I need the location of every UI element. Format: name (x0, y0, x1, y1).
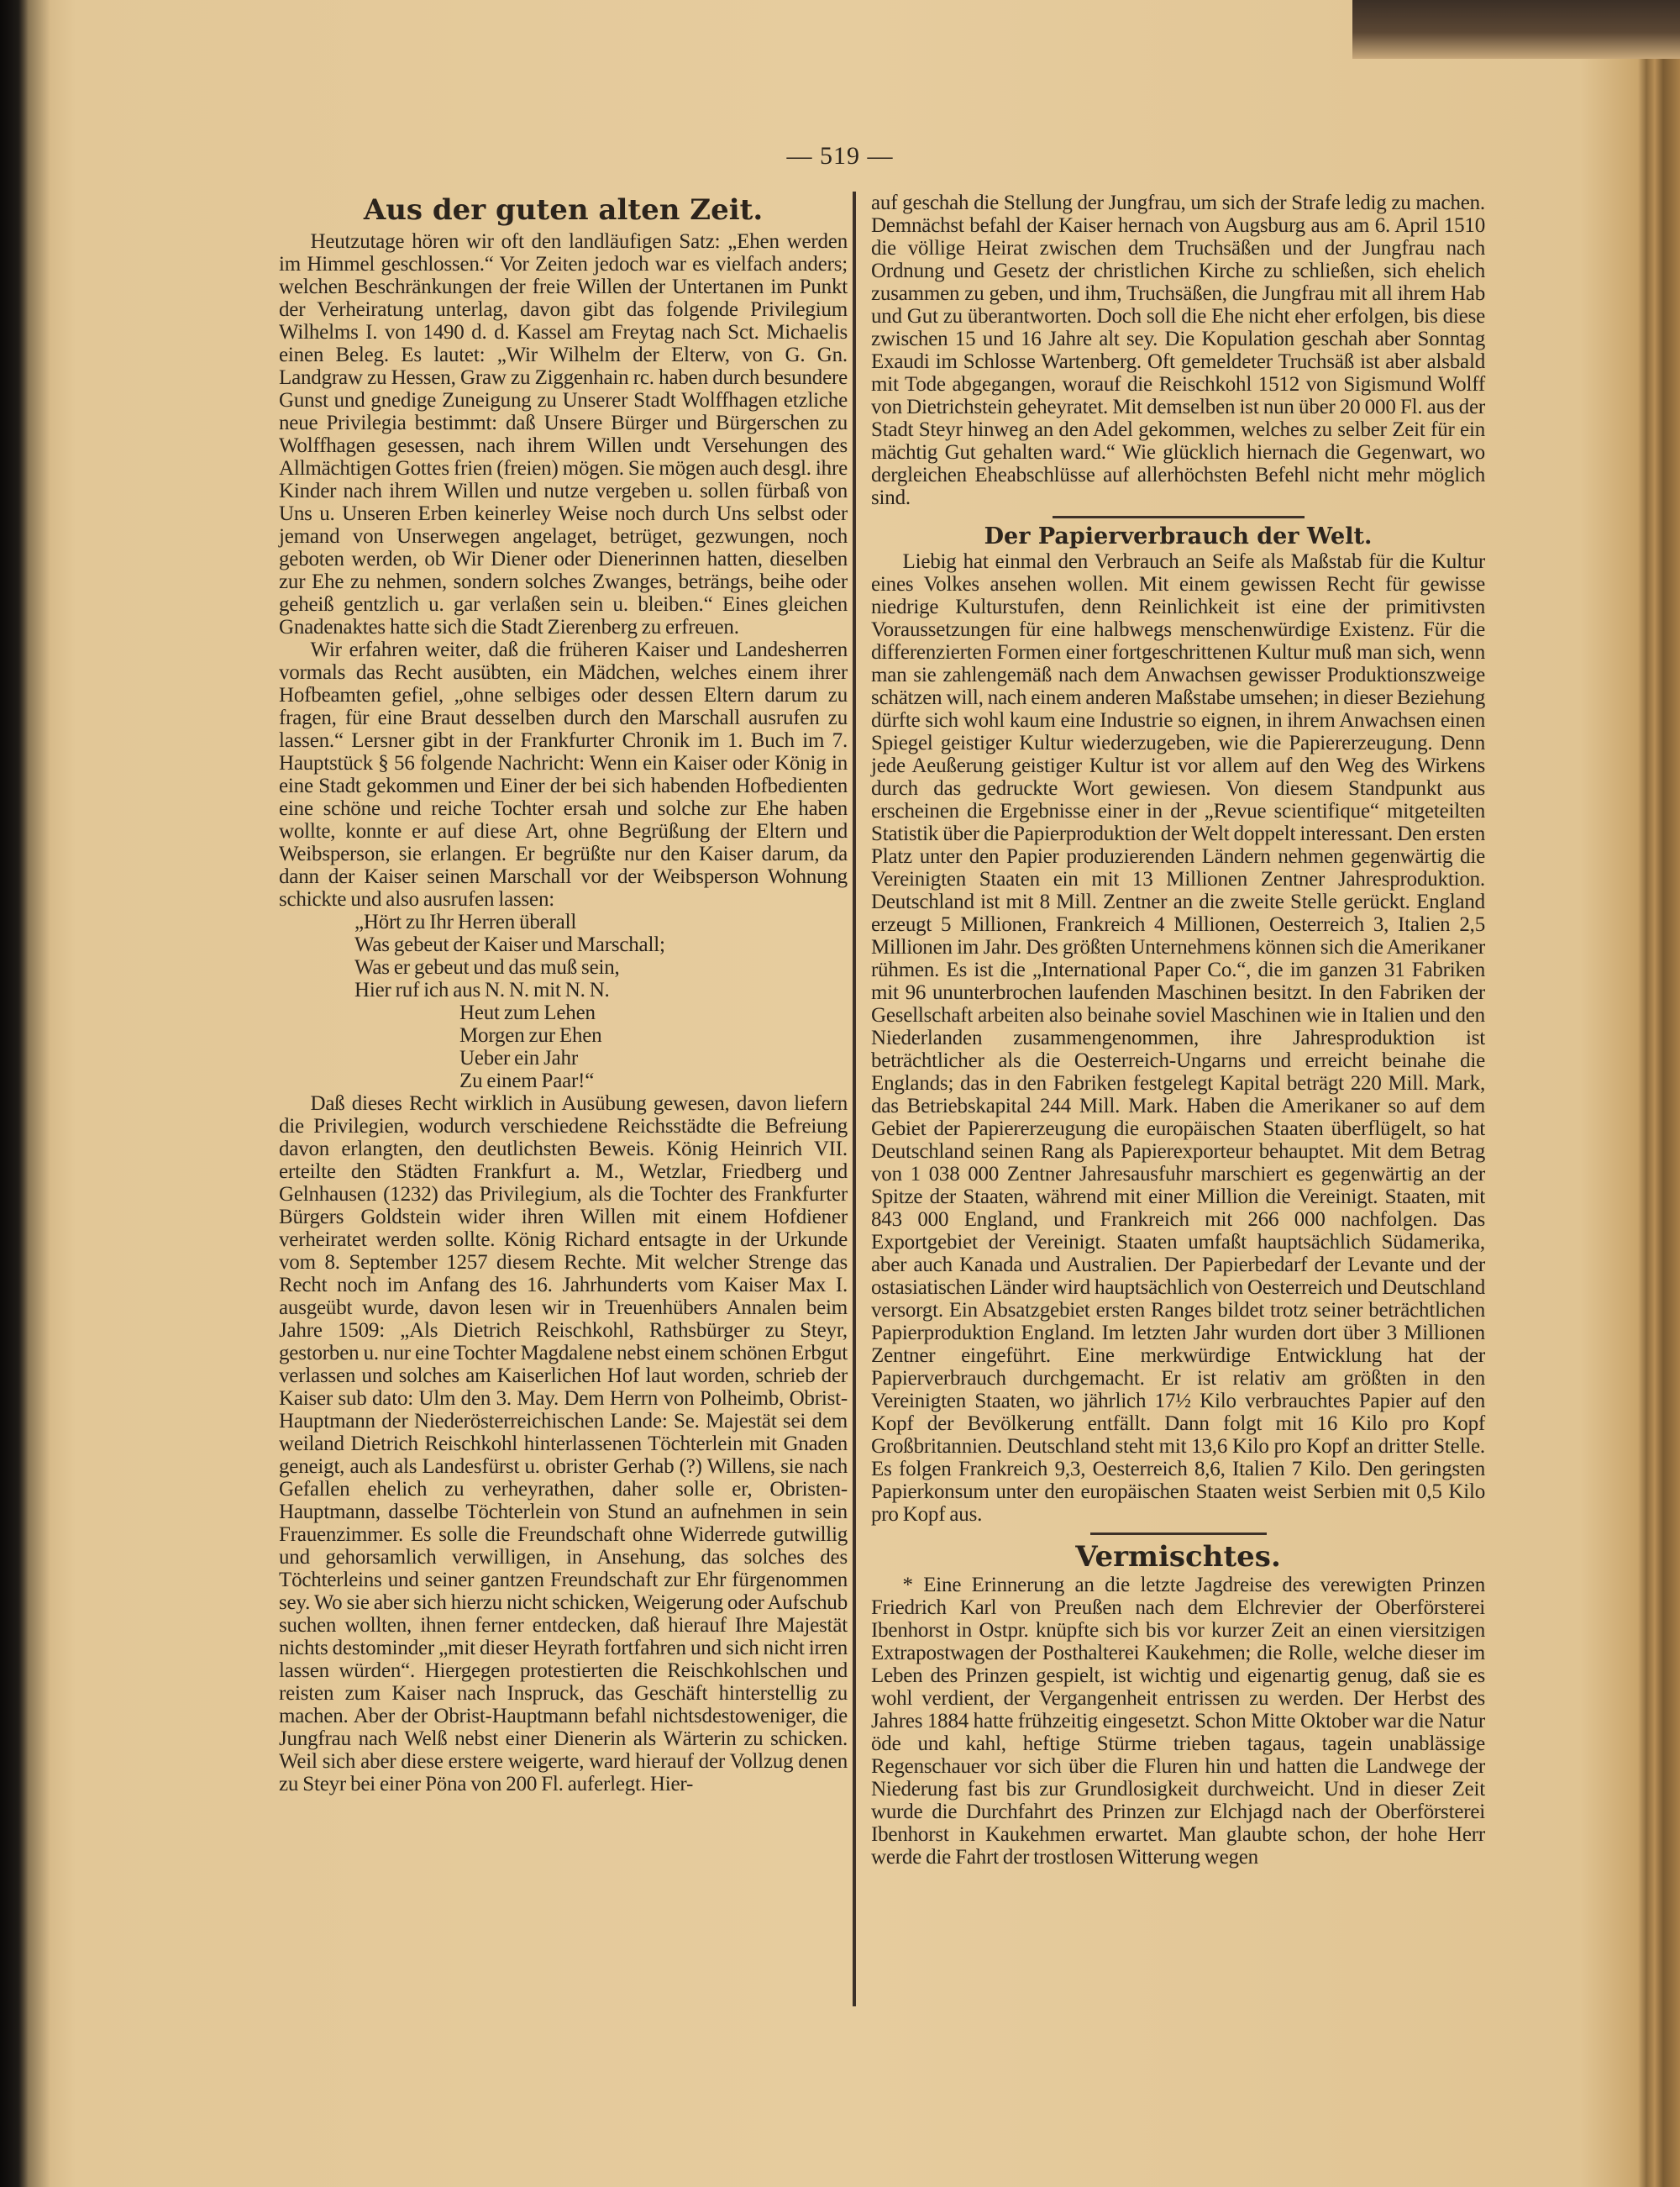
poem-line: Zu einem Paar!“ (459, 1070, 595, 1092)
poem-line: Was gebeut der Kaiser und Marschall; (354, 933, 665, 956)
poem-line: Hier ruf ich aus N. N. mit N. N. (354, 979, 610, 1001)
article-title-aus-der-guten-alten-zeit: Aus der guten alten Zeit. (363, 193, 764, 227)
page-top-edge (1352, 0, 1680, 59)
paragraph: Daß dieses Recht wirklich in Ausübung gewesen, davon liefern die Privilegien, wodurch verschiedene Reichsstädte die Befreiung davon erlangten, den deutlichsten Beweis. König Heinrich VII. erteilte den Städten Frankfurt a. M., Wetzlar, Friedberg und Gelnhausen (1232) das Privilegium, als die Tochter des Frankfurter Bürgers Goldstein wider ihren Willen mit einem Hofdiener verheiratet werden sollte. König Richard entsagte in der Urkunde vom 8. September 1257 diesem Rechte. Mit welcher Strenge das Recht noch im Anfang des 16. Jahrhunderts vom Kaiser Max I. ausgeübt wurde, davon lesen wir in Treuenhübers Annalen beim Jahre 1509: „Als Dietrich Reischkohl, Rathsbürger zu Steyr, gestorben u. nur eine Tochter Magdalene nebst einem schönen Erbgut verlassen und solches am Kaiserlichen Hof laut worden, schrieb der Kaiser sub dato: Ulm den 3. May. Dem Herrn von Polheimb, Obrist-Hauptmann der Niederösterreichischen Lande: Se. Majestät sei dem weiland Dietrich Reischkohl hinterlassenen Töchterlein mit Gnaden geneigt, auch als Landesfürst u. obrister Gerhab (?) Willens, sie nach Gefallen ehelich zu verheyrathen, daher solle er, Obristen-Hauptmann, dasselbe Töchterlein von Stund an aufnehmen in sein Frauenzimmer. Es solle die Freundschaft ohne Widerrede gutwillig und gehorsamlich verwilligen, in Ansehung, das solches des Töchterleins und seiner gantzen Freundschaft zur Ehr fürgenommen sey. Wo sie aber sich hierzu nicht schicken, Weigerung oder Aufschub suchen wollten, ihnen ferner entdecken, daß hierauf Ihre Majestät nichts destominder „mit dieser Heyrath fortfahren und sich nicht irren lassen würden“. Hiergegen protestierten die Reischkohlschen und reisten zum Kaiser nach Inspruck, das Geschäft hinterstellig zu machen. Aber der Obrist-Hauptmann befahl nichtsdestoweniger, die Jungfrau nach Welß nebst einer Dienerin als Wärterin zu schicken. Weil sich aber diese erstere weigerte, ward hierauf der Vollzug denen zu Steyr bei einer Pöna von 200 Fl. auferlegt. Hier- (279, 1092, 848, 1795)
poem-line: Was er gebeut und das muß sein, (354, 956, 620, 979)
right-column (871, 192, 1485, 1869)
article-title-vermischtes: Vermischtes. (1075, 1540, 1281, 1574)
article-papierverbrauch (871, 523, 1485, 1526)
poem-line: Ueber ein Jahr (459, 1047, 578, 1070)
section-rule (1053, 516, 1305, 518)
section-rule (1090, 1532, 1267, 1535)
paragraph: Heutzutage hören wir oft den landläufigen Satz: „Ehen werden im Himmel geschlossen.“ Vor Zeiten jedoch war es vielfach anders; welchen Beschränkungen der freie Willen der Untertanen im Punkt der Verheiratung unterlag, davon gibt das folgende Privilegium Wilhelms I. von 1490 d. d. Kassel am Freytag nach Sct. Michaelis einen Beleg. Es lautet: „Wir Wilhelm der Elterw, von G. Gn. Landgraw zu Hessen, Graw zu Ziggenhain rc. haben durch besundere Gunst und gnedige Zuneigung zu Unserer Stadt Wolffhagen etzliche neue Privilegia bestimmt: daß Unsere Bürger und Bürgerschen zu Wolffhagen gesessen, nach ihrem Willen undt Versehungen des Allmächtigen Gottes frien (freien) mögen. Sie mögen auch desgl. ihre Kinder nach ihrem Willen und nutze vergeben u. sollen fürbaß von Uns u. Unseren Erben keinerley Weise noch durch Uns selbst oder jemand von Unserwegen angelaget, betrüget, gezwungen, noch geboten werden, ob Wir Diener oder Dienerinnen hatten, dieselben zur Ehe zu nehmen, sondern solches Zwanges, beträngs, beihe oder geheiß gentzlich u. gar verlaßen sein u. bleiben.“ Eines gleichen Gnadenaktes hatte sich die Stadt Zierenberg zu erfreuen. (279, 230, 848, 639)
paragraph: auf geschah die Stellung der Jungfrau, um sich der Strafe ledig zu machen. Demnächst befahl der Kaiser hernach von Augsburg aus am 6. April 1510 die völlige Heirat zwischen dem Truchsäßen und der Jungfrau nach Ordnung und Gesetz der christlichen Kirche zu schließen, sich ehelich zusammen zu geben, und ihm, Truchsäßen, die Jungfrau mit all ihrem Hab und Gut zu überantworten. Doch soll die Ehe nicht eher erfolgen, bis diese zwischen 15 und 16 Jahre alt sey. Die Kopulation geschah aber Sonntag Exaudi im Schlosse Wartenberg. Oft gemeldeter Truchsäß ist aber alsbald mit Tode abgegangen, worauf die Reischkohl 1512 von Sigismund Wolff von Dietrichstein geheyratet. Mit demselben ist nun über 20 000 Fl. aus der Stadt Steyr hinweg an den Adel gekommen, welches zu selber Zeit für ein mächtig Gut gehalten ward.“ Wie glücklich hiernach die Gegenwart, wo dergleichen Eheabschlüsse auf allerhöchsten Befehl nicht mehr möglich sind. (871, 192, 1485, 509)
poem (279, 911, 848, 1092)
paragraph: Wir erfahren weiter, daß die früheren Kaiser und Landesherren vormals das Recht ausübten, ein Mädchen, welches einem ihrer Hofbeamten gefiel, „ohne selbiges oder dessen Eltern darum zu fragen, für eine Braut desselben durch den Marschall ausrufen zu lassen.“ Lersner gibt in der Frankfurter Chronik im 1. Buch im 7. Hauptstück § 56 folgende Nachricht: Wenn ein Kaiser oder König in eine Stadt gekommen und Einer der bei sich habenden Hofbedienten eine schöne und reiche Tochter ersah und solche zur Ehe haben wollte, konnte er auf diese Art, ohne Begrüßung der Eltern und Weibsperson, sie erlangen. Er begrüßte nur den Kaiser darum, da dann der Kaiser seinen Marschall vor der Weibsperson Wohnung schickte und also ausrufen lassen: (279, 639, 848, 911)
paragraph: * Eine Erinnerung an die letzte Jagdreise des verewigten Prinzen Friedrich Karl von Preußen nach dem Elchrevier der Oberförsterei Ibenhorst in Ostpr. knüpfte sich bis vor kurzer Zeit an einen viersitzigen Extrapostwagen der Posthalterei Kaukehmen; die Rolle, welche dieser im Leben des Prinzen gespielt, ist wichtig und eigenartig genug, daß sie es wohl verdient, der Vergangenheit entrissen zu werden. Der Herbst des Jahres 1884 hatte frühzeitig eingesetzt. Schon Mitte Oktober war die Natur öde und kahl, heftige Stürme trieben tagaus, tagein unablässige Regenschauer vor sich über die Fluren hin und hatten die Landwege der Niederung fast bis zur Grundlosigkeit durchweicht. Und in dieser Zeit wurde die Durchfahrt des Prinzen zur Elchjagd nach der Oberförsterei Ibenhorst in Kaukehmen erwartet. Man glaubte schon, der hohe Herr werde die Fahrt der trostlosen Witterung wegen (871, 1574, 1485, 1869)
poem-line: „Hört zu Ihr Herren überall (354, 911, 577, 933)
poem-line: Heut zum Lehen (459, 1001, 596, 1024)
article-vermischtes (871, 1540, 1485, 1869)
book-binding-shadow (0, 0, 50, 2187)
left-column (279, 192, 848, 1795)
column-divider (853, 192, 856, 2006)
poem-line: Morgen zur Ehen (459, 1024, 602, 1047)
article-title-papierverbrauch: Der Papierverbrauch der Welt. (984, 523, 1373, 549)
paragraph: Liebig hat einmal den Verbrauch an Seife als Maßstab für die Kultur eines Volkes ansehen wollen. Mit einem gewissen Recht für gewisse niedrige Kulturstufen, denn Reinlichkeit ist eine der primitivsten Voraussetzungen für eine halbwegs menschenwürdige Existenz. Für die differenzierten Formen einer fortgeschrittenen Kultur muß man sich, wenn man sie zahlengemäß nach dem Anwachsen gewisser Produktionszweige schätzen will, nach einem anderen Maßstabe umsehen; in dieser Beziehung dürfte sich wohl kaum eine Industrie so eignen, in ihrem Anwachsen einen Spiegel geistiger Kultur wiederzugeben, wie die Papiererzeugung. Denn jede Aeußerung geistiger Kultur ist vor allem auf den Weg des Wirkens durch das gedruckte Wort gewiesen. Von diesem Standpunkt aus erscheinen die Ergebnisse einer in der „Revue scientifique“ mitgeteilten Statistik über die Papierproduktion der Welt doppelt interessant. Den ersten Platz unter den Papier produzierenden Ländern nehmen gegenwärtig die Vereinigten Staaten ein mit 13 Millionen Zentner Jahresproduktion. Deutschland ist mit 8 Mill. Zentner an die zweite Stelle gerückt. England erzeugt 5 Millionen, Frankreich 4 Millionen, Oesterreich 3, Italien 2,5 Millionen im Jahr. Des größten Unternehmens können sich die Amerikaner rühmen. Es ist die „International Paper Co.“, die im ganzen 31 Fabriken mit 96 ununterbrochen laufenden Maschinen besitzt. In den Fabriken der Gesellschaft arbeiten also beinahe soviel Maschinen wie in Italien und den Niederlanden zusammengenommen, ihre Jahresproduktion ist beträchtlicher als die Oesterreich-Ungarns und erreicht beinahe die Englands; das in den Fabriken festgelegt Kapital beträgt 220 Mill. Mark, das Betriebskapital 244 Mill. Mark. Haben die Amerikaner so auf dem Gebiet der Papiererzeugung die europäischen Staaten überflügelt, so hat Deutschland seinen Rang als Papierexporteur behauptet. Mit dem Betrag von 1 038 000 Zentner Jahresausfuhr marschiert es gegenwärtig an der Spitze der Staaten, während mit einer Million die Vereinigt. Staaten, mit 843 000 England, und Frankreich mit 266 000 nachfolgen. Das Exportgebiet der Vereinigt. Staaten umfaßt hauptsächlich Südamerika, aber auch Kanada und Australien. Der Papierbedarf der Levante und der ostasiatischen Länder wird hauptsächlich von Oesterreich und Deutschland versorgt. Ein Absatzgebiet ersten Ranges bildet trotz seiner beträchtlichen Papierproduktion England. Im letzten Jahr wurden dort über 3 Millionen Zentner eingeführt. Eine merkwürdige Entwicklung hat der Papierverbrauch durchgemacht. Er ist relativ am größten in den Vereinigten Staaten, wo jährlich 17½ Kilo verbrauchtes Papier auf den Kopf der Bevölkerung entfällt. Dann folgt mit 16 Kilo pro Kopf Großbritannien. Deutschland steht mit 13,6 Kilo pro Kopf an dritter Stelle. Es folgen Frankreich 9,3, Oesterreich 8,6, Italien 7 Kilo. Den geringsten Papierkonsum unter den europäischen Staaten weist Serbien mit 0,5 Kilo pro Kopf aus. (871, 550, 1485, 1526)
page-number: — 519 — (786, 142, 894, 170)
